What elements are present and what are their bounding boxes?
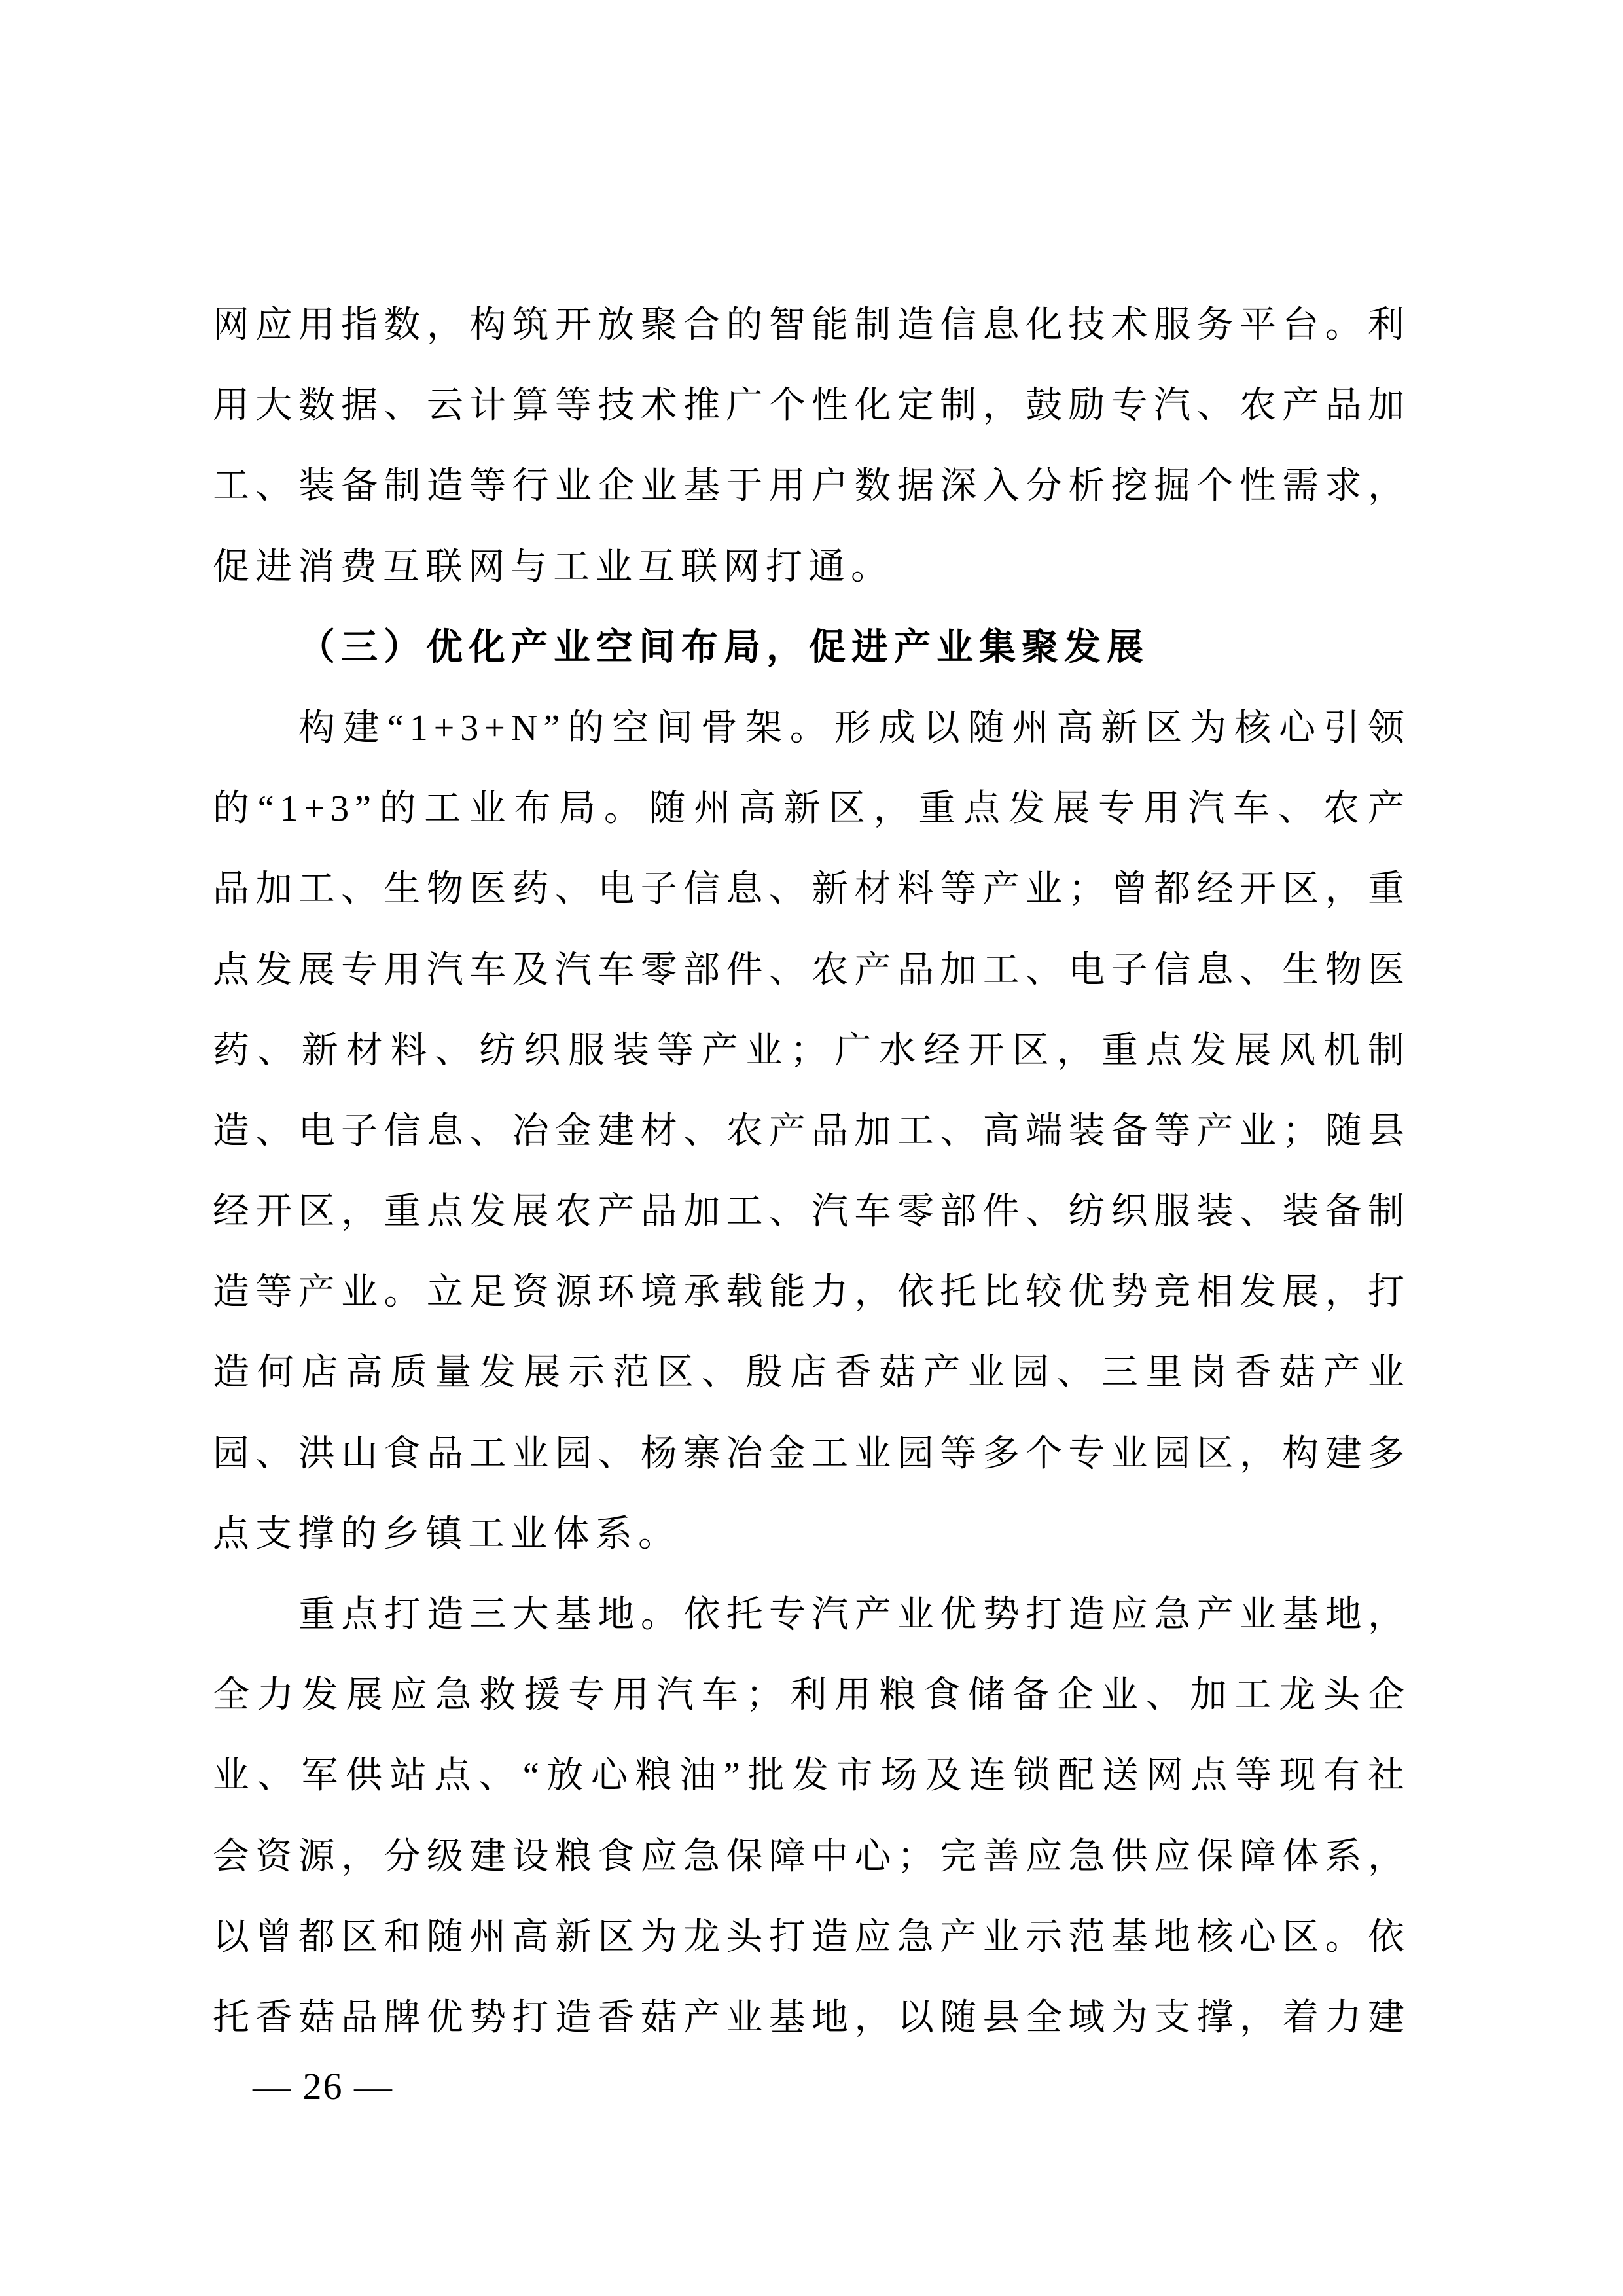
body-line: 重点打造三大基地。依托专汽产业优势打造应急产业基地，: [298, 1595, 1410, 1635]
body-line: 造何店高质量发展示范区、殷店香菇产业园、三里岗香菇产业: [213, 1352, 1410, 1394]
body-line: 业、军供站点、“放心粮油”批发市场及连锁配送网点等现有社: [213, 1756, 1410, 1797]
paragraph-end-line: 点支撑的乡镇工业体系。: [213, 1513, 681, 1555]
body-line: 经开区，重点发展农产品加工、汽车零部件、纺织服装、装备制: [213, 1192, 1410, 1233]
body-line: 以曾都区和随州高新区为龙头打造应急产业示范基地核心区。依: [213, 1916, 1410, 1958]
body-text: [213, 285, 1410, 2058]
body-line: 用大数据、云计算等技术推广个性化定制，鼓励专汽、农产品加: [213, 385, 1410, 427]
section-heading: （三）优化产业空间布局，促进产业集聚发展: [298, 627, 1149, 668]
body-line: 工、装备制造等行业企业基于用户数据深入分析挖掘个性需求，: [213, 466, 1410, 507]
body-line: 全力发展应急救援专用汽车；利用粮食储备企业、加工龙头企: [213, 1675, 1410, 1716]
body-line: 点发展专用汽车及汽车零部件、农产品加工、电子信息、生物医: [213, 949, 1410, 991]
paragraph-end-line: 促进消费互联网与工业互联网打通。: [213, 546, 893, 588]
body-line: 园、洪山食品工业园、杨寨冶金工业园等多个专业园区，构建多: [213, 1433, 1410, 1474]
body-line: 的“1+3”的工业布局。随州高新区，重点发展专用汽车、农产: [213, 788, 1410, 830]
body-line: 品加工、生物医药、电子信息、新材料等产业；曾都经开区，重: [213, 869, 1410, 910]
body-line: 药、新材料、纺织服装等产业；广水经开区，重点发展风机制: [213, 1030, 1410, 1071]
body-line: 构建“1+3+N”的空间骨架。形成以随州高新区为核心引领: [298, 707, 1410, 749]
body-line: 会资源，分级建设粮食应急保障中心；完善应急供应保障体系，: [213, 1836, 1410, 1877]
page-number: — 26 —: [253, 2065, 393, 2108]
body-line: 网应用指数，构筑开放聚合的智能制造信息化技术服务平台。利: [213, 305, 1410, 345]
body-line: 造、电子信息、冶金建材、农产品加工、高端装备等产业；随县: [213, 1110, 1410, 1152]
body-line: 造等产业。立足资源环境承载能力，依托比较优势竞相发展，打: [213, 1272, 1410, 1313]
body-line: 托香菇品牌优势打造香菇产业基地，以随县全域为支撑，着力建: [213, 1997, 1410, 2038]
